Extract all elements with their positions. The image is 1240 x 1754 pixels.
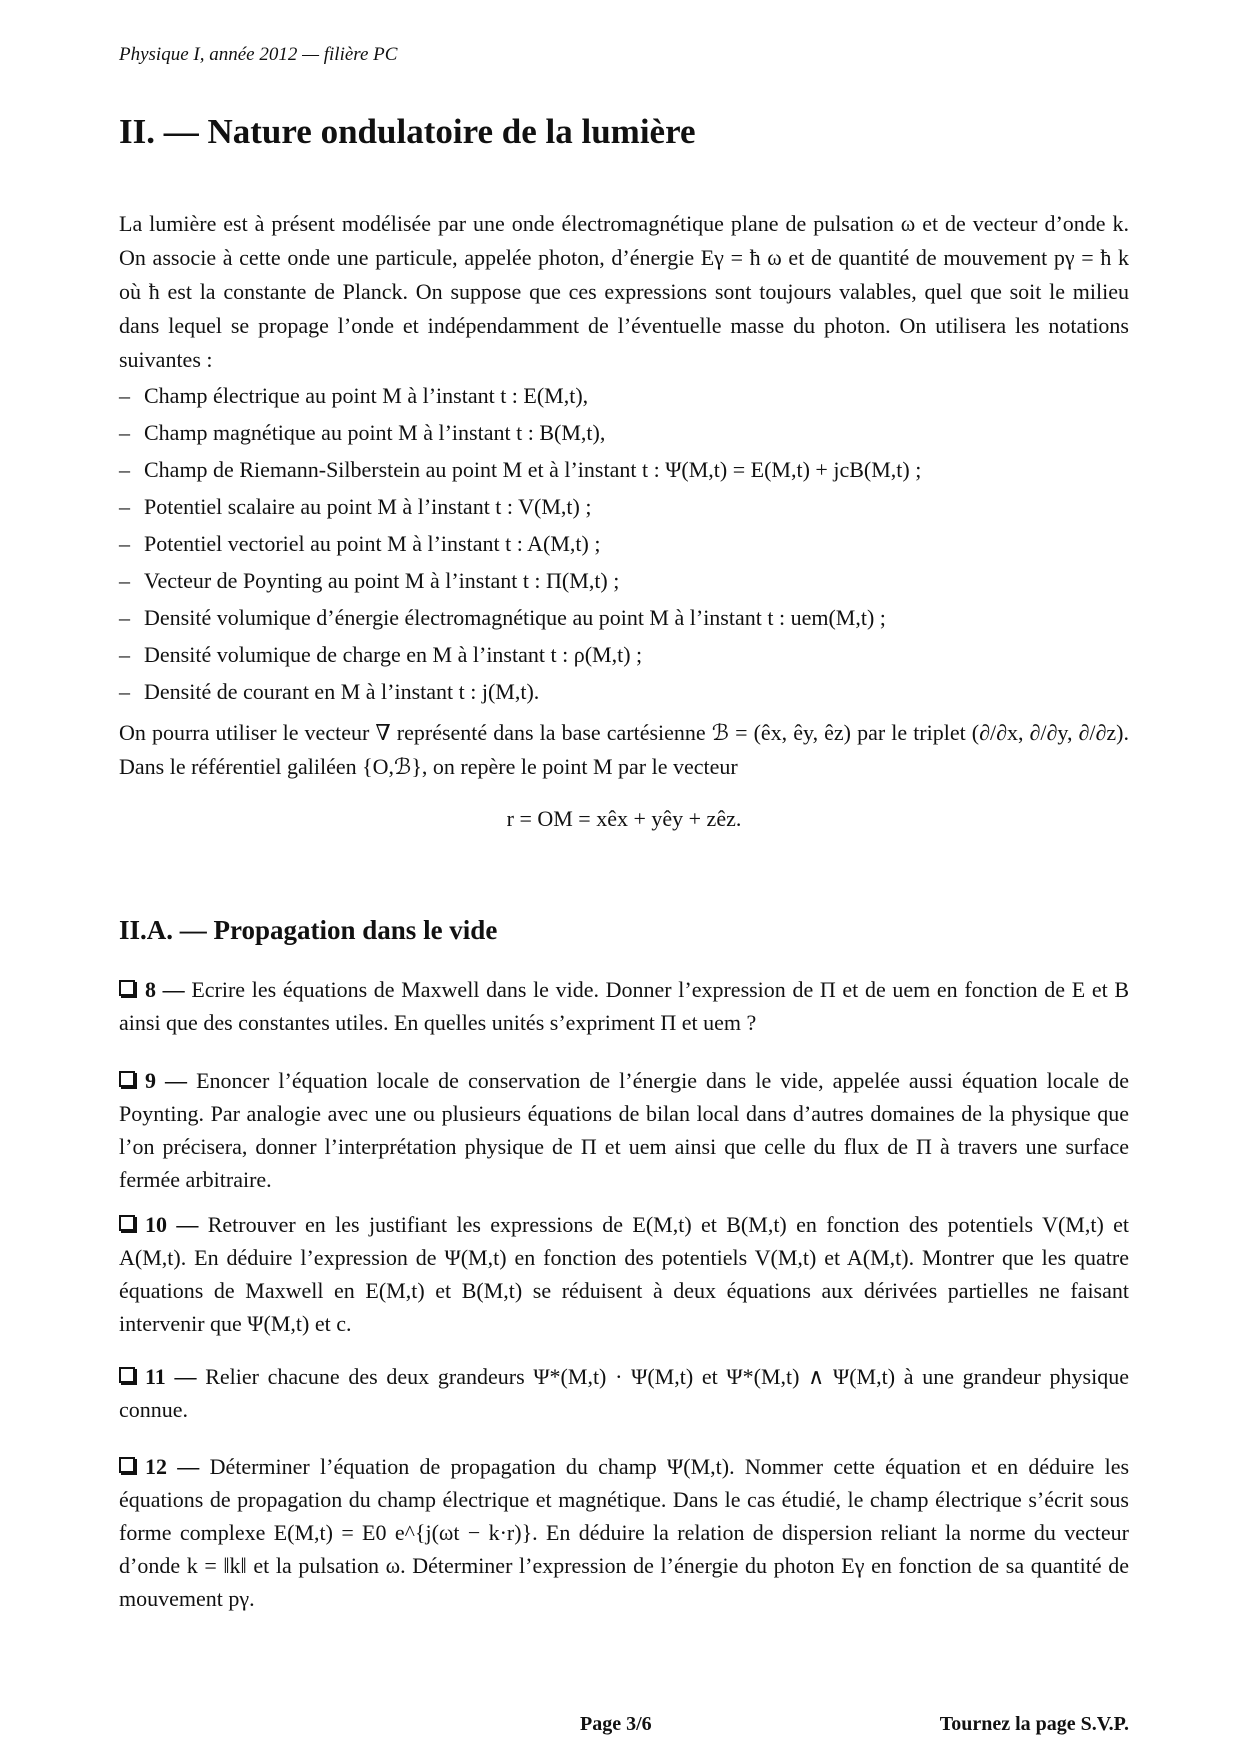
checkbox-icon <box>119 980 135 996</box>
nabla-paragraph: On pourra utiliser le vecteur ∇ représenté dans la base cartésienne ℬ = (êx, êy, êz) par le triplet (∂/∂x, ∂/∂y, ∂/∂z). Dans le référentiel galiléen {O,ℬ}, on repère le point M par le vecteur <box>119 720 1129 779</box>
notation-item: – Densité volumique d’énergie électromagnétique au point M à l’instant t : uem(M,t) ; <box>119 605 886 630</box>
question-text: Déterminer l’équation de propagation du champ Ψ(M,t). Nommer cette équation et en déduire les équations de propagation du champ électrique et magnétique. Dans le cas étudié, le champ électrique s’écrit sous forme complexe E(M,t) = E0 e^{j(ωt − k·r)}. En déduire la relation de dispersion reliant la norme du vecteur d’onde k = ‖k‖ et la pulsation ω. Déterminer l’expression de l’énergie du photon Eγ en fonction de sa quantité de mouvement pγ. <box>119 1454 1130 1611</box>
notation-item: – Champ magnétique au point M à l’instant t : B(M,t), <box>119 420 606 445</box>
checkbox-icon <box>119 1215 135 1231</box>
checkbox-icon <box>119 1457 135 1473</box>
notation-item: – Potentiel scalaire au point M à l’instant t : V(M,t) ; <box>119 494 592 519</box>
question-number: 11 — <box>145 1364 197 1389</box>
question-number: 10 — <box>145 1212 199 1237</box>
question-number: 9 — <box>145 1068 188 1093</box>
notation-item: – Champ électrique au point M à l’instant t : E(M,t), <box>119 383 589 408</box>
question-8 <box>119 973 1129 1039</box>
position-equation: r = OM = xêx + yêy + zêz. <box>506 806 742 831</box>
question-10 <box>119 1208 1129 1340</box>
subsection-title: II.A. — Propagation dans le vide <box>119 915 498 945</box>
notation-item: – Champ de Riemann-Silberstein au point M et à l’instant t : Ψ(M,t) = E(M,t) + jcB(M,t) ; <box>119 457 922 482</box>
question-text: Ecrire les équations de Maxwell dans le vide. Donner l’expression de Π et de uem en fonction de E et B ainsi que des constantes utiles. En quelles unités s’expriment Π et uem ? <box>119 977 1130 1035</box>
intro-section <box>119 207 1129 836</box>
question-12 <box>119 1450 1129 1615</box>
question-text: Retrouver en les justifiant les expressions de E(M,t) et B(M,t) en fonction des potentiels V(M,t) et A(M,t). En déduire l’expression de Ψ(M,t) en fonction des potentiels V(M,t) et A(M,t). Montrer que les quatre équations de Maxwell en E(M,t) et B(M,t) se réduisent à deux équations aux dérivées partielles ne faisant intervenir que Ψ(M,t) et c. <box>119 1212 1130 1336</box>
question-9 <box>119 1064 1129 1196</box>
intro-paragraph: La lumière est à présent modélisée par une onde électromagnétique plane de pulsation ω et de vecteur d’onde k. On associe à cette onde une particule, appelée photon, d’énergie Eγ = ħ ω et de quantité de mouvement pγ = ħ k où ħ est la constante de Planck. On suppose que ces expressions sont toujours valables, quel que soit le milieu dans lequel se propage l’onde et indépendamment de l’éventuelle masse du photon. On utilisera les notations suivantes : <box>119 211 1129 372</box>
question-text: Relier chacune des deux grandeurs Ψ*(M,t) · Ψ(M,t) et Ψ*(M,t) ∧ Ψ(M,t) à une grandeur physique connue. <box>119 1364 1129 1422</box>
question-number: 12 — <box>145 1454 200 1479</box>
question-text: Enoncer l’équation locale de conservation de l’énergie dans le vide, appelée aussi équation locale de Poynting. Par analogie avec une ou plusieurs équations de bilan local dans d’autres domaines de la physique que l’on précisera, donner l’interprétation physique de Π et uem ainsi que celle du flux de Π à travers une surface fermée arbitraire. <box>119 1068 1129 1192</box>
notation-list <box>119 377 1129 710</box>
question-11 <box>119 1360 1129 1426</box>
notation-item: – Vecteur de Poynting au point M à l’instant t : Π(M,t) ; <box>119 568 620 593</box>
running-head: Physique I, année 2012 — filière PC <box>119 44 398 65</box>
notation-item: – Densité volumique de charge en M à l’instant t : ρ(M,t) ; <box>119 642 643 667</box>
notation-item: – Densité de courant en M à l’instant t : j(M,t). <box>119 679 540 704</box>
turn-page-note: Tournez la page S.V.P. <box>939 1713 1129 1735</box>
page-number: Page 3/6 <box>580 1713 652 1735</box>
notation-item: – Potentiel vectoriel au point M à l’instant t : A(M,t) ; <box>119 531 601 556</box>
section-title: II. — Nature ondulatoire de la lumière <box>119 112 696 151</box>
question-number: 8 — <box>145 977 185 1002</box>
checkbox-icon <box>119 1367 135 1383</box>
checkbox-icon <box>119 1071 135 1087</box>
